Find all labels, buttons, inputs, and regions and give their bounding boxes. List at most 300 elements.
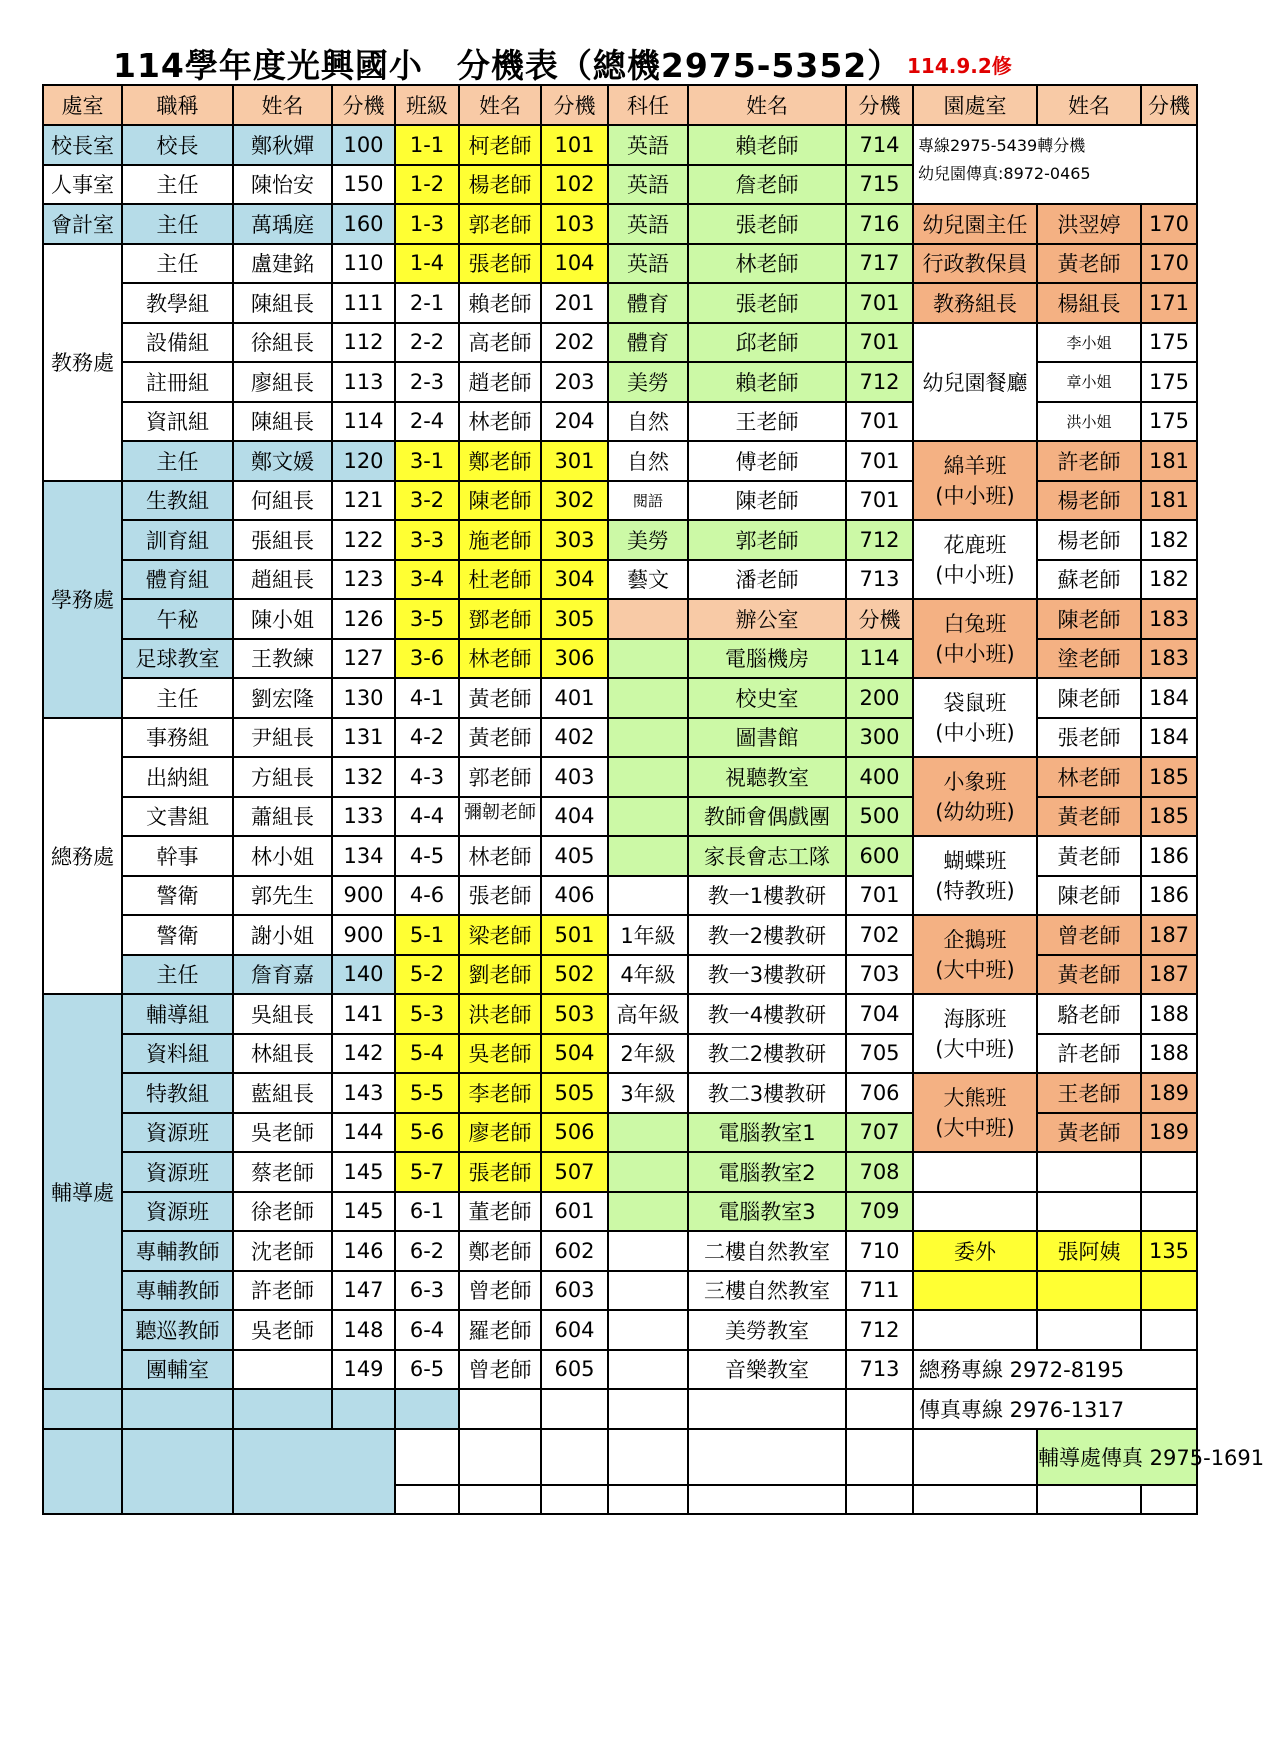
class-ext: 604: [541, 1310, 608, 1350]
staff-position: 主任: [122, 678, 233, 718]
kg-teacher: 黃老師: [1037, 836, 1141, 876]
class-teacher: 張老師: [459, 244, 541, 284]
kg-class-level: (幼幼班): [935, 799, 1015, 824]
staff-name: 萬瑀庭: [233, 204, 332, 244]
class-ext: 605: [541, 1350, 608, 1390]
subject-name: 1年級: [608, 915, 688, 955]
subject-ext: 704: [846, 994, 913, 1034]
kg-class-level: (中小班): [935, 562, 1015, 587]
staff-position: 資料組: [122, 1034, 233, 1074]
counseling-fax: 輔導處傳真 2975-1691: [1037, 1429, 1197, 1485]
kg-class: [913, 1073, 1037, 1152]
subject-name: [608, 678, 688, 718]
class-teacher: 黃老師: [459, 718, 541, 758]
staff-name: 沈老師: [233, 1231, 332, 1271]
header-kg-office: 園處室: [913, 85, 1037, 125]
class-ext: 305: [541, 599, 608, 639]
subject-name: [608, 1192, 688, 1232]
kg-teacher: 張老師: [1037, 718, 1141, 758]
staff-position: 校長: [122, 125, 233, 165]
table-row: [43, 1271, 1197, 1311]
kg-teacher-ext: 183: [1141, 639, 1197, 679]
kg-teacher-ext: 181: [1141, 481, 1197, 521]
class-teacher: 林老師: [459, 836, 541, 876]
subject-ext: 707: [846, 1113, 913, 1153]
class-number: 3-1: [395, 441, 459, 481]
kg-teacher: 楊老師: [1037, 520, 1141, 560]
subject-teacher: 賴老師: [688, 125, 846, 165]
staff-ext: 146: [332, 1231, 395, 1271]
staff-name: 尹組長: [233, 718, 332, 758]
staff-position: 資訊組: [122, 402, 233, 442]
kg-class-name: 綿羊班: [943, 453, 1007, 478]
class-number: 4-6: [395, 876, 459, 916]
subject-name: 自然: [608, 402, 688, 442]
kg-ext: 175: [1141, 402, 1197, 442]
subject-teacher: 潘老師: [688, 560, 846, 600]
subject-teacher: 教一1樓教研: [688, 876, 846, 916]
class-number: 2-3: [395, 362, 459, 402]
kg-teacher: 蘇老師: [1037, 560, 1141, 600]
class-teacher: 董老師: [459, 1192, 541, 1232]
staff-ext: 131: [332, 718, 395, 758]
subject-teacher: 家長會志工隊: [688, 836, 846, 876]
subject-ext: 710: [846, 1231, 913, 1271]
class-number: 5-5: [395, 1073, 459, 1113]
subject-ext: 300: [846, 718, 913, 758]
subject-teacher: 林老師: [688, 244, 846, 284]
kg-class-name: 蝴蝶班: [943, 848, 1007, 873]
subject-ext: 708: [846, 1152, 913, 1192]
staff-position: 設備組: [122, 323, 233, 363]
subject-name: [608, 1152, 688, 1192]
class-number: 6-5: [395, 1350, 459, 1390]
class-ext: 504: [541, 1034, 608, 1074]
subject-name: [608, 1113, 688, 1153]
class-ext: 104: [541, 244, 608, 284]
class-number: 4-1: [395, 678, 459, 718]
empty-cell: [459, 1429, 541, 1485]
header-name: 姓名: [459, 85, 541, 125]
class-ext: 204: [541, 402, 608, 442]
staff-ext: 140: [332, 955, 395, 995]
header-name: 姓名: [233, 85, 332, 125]
staff-ext: 111: [332, 283, 395, 323]
class-ext: 404: [541, 797, 608, 837]
kg-phone-line: 專線2975-5439轉分機: [918, 136, 1086, 155]
class-number: 4-5: [395, 836, 459, 876]
class-ext: 401: [541, 678, 608, 718]
kg-class-level: (大中班): [935, 1036, 1015, 1061]
kg-teacher-ext: 184: [1141, 718, 1197, 758]
staff-name: 許老師: [233, 1271, 332, 1311]
kg-teacher-ext: 187: [1141, 915, 1197, 955]
kg-office: 行政教保員: [913, 244, 1037, 284]
staff-name: 王教練: [233, 639, 332, 679]
kg-note: [913, 125, 1197, 204]
kg-empty: [1141, 1310, 1197, 1350]
office-cell: 學務處: [43, 481, 122, 718]
subject-teacher: 教二3樓教研: [688, 1073, 846, 1113]
staff-ext: 113: [332, 362, 395, 402]
kg-teacher: 塗老師: [1037, 639, 1141, 679]
class-teacher: 林老師: [459, 402, 541, 442]
empty-cell: [541, 1485, 608, 1514]
subject-teacher: 張老師: [688, 204, 846, 244]
kg-teacher: 許老師: [1037, 1034, 1141, 1074]
general-line: 總務專線 2972-8195: [913, 1350, 1197, 1390]
kg-class: [913, 520, 1037, 599]
table-row: [43, 836, 1197, 876]
subject-name: [608, 797, 688, 837]
class-teacher: 曾老師: [459, 1271, 541, 1311]
kg-name: 李小姐: [1037, 323, 1141, 363]
empty-cell: [846, 1429, 913, 1485]
staff-ext: 900: [332, 915, 395, 955]
kg-empty: [913, 1192, 1037, 1232]
kg-class-name: 袋鼠班: [943, 690, 1007, 715]
subject-ext: 701: [846, 323, 913, 363]
class-teacher: 柯老師: [459, 125, 541, 165]
class-number: 2-2: [395, 323, 459, 363]
subject-teacher: 教一4樓教研: [688, 994, 846, 1034]
kg-empty: [1141, 1192, 1197, 1232]
class-ext: 303: [541, 520, 608, 560]
staff-name: 吳老師: [233, 1310, 332, 1350]
empty-cell: [688, 1429, 846, 1485]
class-teacher: 曾老師: [459, 1350, 541, 1390]
kg-class-name: 海豚班: [943, 1006, 1007, 1031]
subject-teacher: 三樓自然教室: [688, 1271, 846, 1311]
table-row: [43, 1192, 1197, 1232]
kg-empty: [1141, 1271, 1197, 1311]
class-teacher: 施老師: [459, 520, 541, 560]
subject-ext: 701: [846, 402, 913, 442]
empty-cell: [1037, 1485, 1141, 1514]
subject-name: [608, 599, 688, 639]
class-teacher: 鄧老師: [459, 599, 541, 639]
staff-ext: 144: [332, 1113, 395, 1153]
staff-ext: 900: [332, 876, 395, 916]
subject-ext: 709: [846, 1192, 913, 1232]
class-number: 6-2: [395, 1231, 459, 1271]
kg-teacher-ext: 184: [1141, 678, 1197, 718]
empty-cell: [846, 1485, 913, 1514]
kg-name: 洪翌婷: [1037, 204, 1141, 244]
table-row: [43, 1073, 1197, 1113]
table-row: [43, 757, 1197, 797]
staff-position: 專輔教師: [122, 1231, 233, 1271]
class-number: 5-4: [395, 1034, 459, 1074]
kg-teacher-ext: 183: [1141, 599, 1197, 639]
subject-ext: 712: [846, 1310, 913, 1350]
staff-name: 鄭文媛: [233, 441, 332, 481]
office-cell: 總務處: [43, 718, 122, 995]
subject-ext: 703: [846, 955, 913, 995]
subject-teacher: 電腦教室1: [688, 1113, 846, 1153]
kg-office: 教務組長: [913, 283, 1037, 323]
kg-name: 洪小姐: [1037, 402, 1141, 442]
kg-teacher-ext: 185: [1141, 757, 1197, 797]
kg-ext: 171: [1141, 283, 1197, 323]
subject-name: 2年級: [608, 1034, 688, 1074]
subject-ext: 701: [846, 481, 913, 521]
subject-ext: 711: [846, 1271, 913, 1311]
staff-ext: 126: [332, 599, 395, 639]
class-teacher: 賴老師: [459, 283, 541, 323]
staff-position: 午秘: [122, 599, 233, 639]
kg-class-name: 小象班: [943, 769, 1007, 794]
staff-name: 趙組長: [233, 560, 332, 600]
subject-name: 英語: [608, 244, 688, 284]
subject-ext: 400: [846, 757, 913, 797]
table-row: [43, 125, 1197, 165]
kg-teacher-ext: 187: [1141, 955, 1197, 995]
kg-class: [913, 836, 1037, 915]
staff-position: 體育組: [122, 560, 233, 600]
header-office: 處室: [43, 85, 122, 125]
kg-teacher: 黃老師: [1037, 797, 1141, 837]
subject-teacher: 教師會偶戲團: [688, 797, 846, 837]
kg-empty: [1037, 1152, 1141, 1192]
staff-ext: 114: [332, 402, 395, 442]
empty-cell: [395, 1389, 459, 1429]
staff-ext: 133: [332, 797, 395, 837]
header-ext: 分機: [332, 85, 395, 125]
staff-position: 特教組: [122, 1073, 233, 1113]
table-row: [43, 1310, 1197, 1350]
subject-ext: 713: [846, 1350, 913, 1390]
staff-position: 輔導組: [122, 994, 233, 1034]
kg-teacher-ext: 181: [1141, 441, 1197, 481]
office-cell: 輔導處: [43, 994, 122, 1389]
class-number: 4-4: [395, 797, 459, 837]
subject-teacher: 電腦教室3: [688, 1192, 846, 1232]
class-number: 3-3: [395, 520, 459, 560]
staff-ext: 150: [332, 165, 395, 205]
class-teacher: [459, 797, 541, 837]
kg-teacher: 黃老師: [1037, 1113, 1141, 1153]
table-row: [43, 520, 1197, 560]
table-row: [43, 283, 1197, 323]
empty-cell: [608, 1389, 688, 1429]
kg-teacher: 駱老師: [1037, 994, 1141, 1034]
subject-name: [608, 1310, 688, 1350]
kg-name: 章小姐: [1037, 362, 1141, 402]
kg-teacher-ext: 189: [1141, 1073, 1197, 1113]
subject-teacher: 張老師: [688, 283, 846, 323]
subject-teacher: 傅老師: [688, 441, 846, 481]
class-ext: 304: [541, 560, 608, 600]
subject-name: [608, 1350, 688, 1390]
subject-ext: 713: [846, 560, 913, 600]
subject-name: 體育: [608, 323, 688, 363]
table-row: [43, 244, 1197, 284]
class-number: 3-4: [395, 560, 459, 600]
staff-position: 事務組: [122, 718, 233, 758]
subject-name: [608, 1271, 688, 1311]
subject-name: 英語: [608, 125, 688, 165]
class-number: 1-2: [395, 165, 459, 205]
empty-cell: [233, 1429, 395, 1514]
staff-position: 主任: [122, 165, 233, 205]
staff-name: 盧建銘: [233, 244, 332, 284]
empty-cell: [913, 1485, 1037, 1514]
class-teacher: 張老師: [459, 1152, 541, 1192]
header-ext: 分機: [1141, 85, 1197, 125]
kg-teacher-ext: 182: [1141, 520, 1197, 560]
kg-ext: 175: [1141, 362, 1197, 402]
kg-name: 楊組長: [1037, 283, 1141, 323]
extension-table: [42, 84, 1264, 1515]
kg-class-name: 企鵝班: [943, 927, 1007, 952]
table-row: [43, 323, 1197, 363]
staff-ext: 120: [332, 441, 395, 481]
class-number: 1-3: [395, 204, 459, 244]
empty-cell: [233, 1389, 332, 1429]
subject-name: [608, 757, 688, 797]
kg-class: [913, 994, 1037, 1073]
empty-cell: [688, 1389, 846, 1429]
class-ext: 603: [541, 1271, 608, 1311]
kg-ext: 170: [1141, 244, 1197, 284]
staff-name: 藍組長: [233, 1073, 332, 1113]
subject-name: 英語: [608, 204, 688, 244]
subject-teacher: 邱老師: [688, 323, 846, 363]
class-ext: 602: [541, 1231, 608, 1271]
kg-teacher-ext: 186: [1141, 876, 1197, 916]
staff-position: 主任: [122, 955, 233, 995]
staff-ext: 148: [332, 1310, 395, 1350]
subject-name: [608, 1231, 688, 1271]
class-teacher: 杜老師: [459, 560, 541, 600]
subject-name: 美勞: [608, 520, 688, 560]
staff-name: 徐老師: [233, 1192, 332, 1232]
class-teacher: 黃老師: [459, 678, 541, 718]
kg-teacher-ext: 188: [1141, 994, 1197, 1034]
class-number: 3-6: [395, 639, 459, 679]
kg-empty: [1037, 1192, 1141, 1232]
kg-teacher-ext: 189: [1141, 1113, 1197, 1153]
subject-teacher: 視聽教室: [688, 757, 846, 797]
page-title: 114學年度光興國小 分機表（總機2975-5352）: [113, 46, 902, 85]
header-ext: 分機: [541, 85, 608, 125]
class-ext: 403: [541, 757, 608, 797]
staff-position: 生教組: [122, 481, 233, 521]
class-ext: 302: [541, 481, 608, 521]
staff-name: 徐組長: [233, 323, 332, 363]
class-ext: 501: [541, 915, 608, 955]
staff-name: 吳老師: [233, 1113, 332, 1153]
kg-teacher: 陳老師: [1037, 876, 1141, 916]
subject-ext: 717: [846, 244, 913, 284]
class-teacher: 趙老師: [459, 362, 541, 402]
subject-ext: 706: [846, 1073, 913, 1113]
class-number: 3-2: [395, 481, 459, 521]
kg-class-level: (中小班): [935, 720, 1015, 745]
class-ext: 103: [541, 204, 608, 244]
staff-name: 張組長: [233, 520, 332, 560]
subject-name: [608, 836, 688, 876]
empty-cell: [1141, 1485, 1197, 1514]
class-number: 5-1: [395, 915, 459, 955]
kg-empty: [1037, 1310, 1141, 1350]
staff-position: 資源班: [122, 1152, 233, 1192]
kg-class: [913, 678, 1037, 757]
class-number: 1-1: [395, 125, 459, 165]
kg-class-level: (大中班): [935, 957, 1015, 982]
staff-name: 陳小姐: [233, 599, 332, 639]
staff-ext: 100: [332, 125, 395, 165]
staff-ext: 122: [332, 520, 395, 560]
staff-position: 主任: [122, 244, 233, 284]
kg-class: [913, 757, 1037, 836]
empty-cell: [122, 1389, 233, 1429]
subject-ext: 705: [846, 1034, 913, 1074]
staff-name: 劉宏隆: [233, 678, 332, 718]
subject-ext: 716: [846, 204, 913, 244]
class-teacher: 鄭老師: [459, 1231, 541, 1271]
class-number: 1-4: [395, 244, 459, 284]
subject-name: 英語: [608, 165, 688, 205]
subject-ext: 701: [846, 441, 913, 481]
kg-class-name: 花鹿班: [943, 532, 1007, 557]
kg-empty: [1141, 1152, 1197, 1192]
kg-empty: [1037, 1271, 1141, 1311]
class-teacher-name: 彌韌老師: [464, 802, 536, 824]
kg-teacher: 陳老師: [1037, 678, 1141, 718]
staff-position: 註冊組: [122, 362, 233, 402]
staff-position: 訓育組: [122, 520, 233, 560]
class-ext: 201: [541, 283, 608, 323]
staff-ext: 149: [332, 1350, 395, 1390]
office-cell: 人事室: [43, 165, 122, 205]
subject-ext: 500: [846, 797, 913, 837]
kg-teacher: 許老師: [1037, 441, 1141, 481]
header-class: 班級: [395, 85, 459, 125]
table-row: [43, 678, 1197, 718]
subject-ext: 702: [846, 915, 913, 955]
staff-position: 聽巡教師: [122, 1310, 233, 1350]
empty-cell: [122, 1429, 233, 1514]
staff-ext: 145: [332, 1192, 395, 1232]
class-ext: 306: [541, 639, 608, 679]
table-row: [43, 1389, 1197, 1429]
empty-cell: [541, 1429, 608, 1485]
kg-ext: 170: [1141, 204, 1197, 244]
class-ext: 505: [541, 1073, 608, 1113]
class-ext: 101: [541, 125, 608, 165]
staff-name: 蕭組長: [233, 797, 332, 837]
kg-class-name: 大熊班: [943, 1085, 1007, 1110]
kg-ext: 135: [1141, 1231, 1197, 1271]
staff-ext: 110: [332, 244, 395, 284]
subject-teacher: 陳老師: [688, 481, 846, 521]
kg-fax-line: 幼兒園傳真:8972-0465: [918, 164, 1091, 183]
subject-name: 高年級: [608, 994, 688, 1034]
class-ext: 503: [541, 994, 608, 1034]
kg-teacher-ext: 182: [1141, 560, 1197, 600]
staff-position: 主任: [122, 204, 233, 244]
kg-teacher: 黃老師: [1037, 955, 1141, 995]
kg-class: [913, 441, 1037, 520]
kg-office: 幼兒園主任: [913, 204, 1037, 244]
staff-name: 陳組長: [233, 283, 332, 323]
subject-ext: 714: [846, 125, 913, 165]
class-number: 6-3: [395, 1271, 459, 1311]
class-number: 2-1: [395, 283, 459, 323]
subject-ext: 分機: [846, 599, 913, 639]
